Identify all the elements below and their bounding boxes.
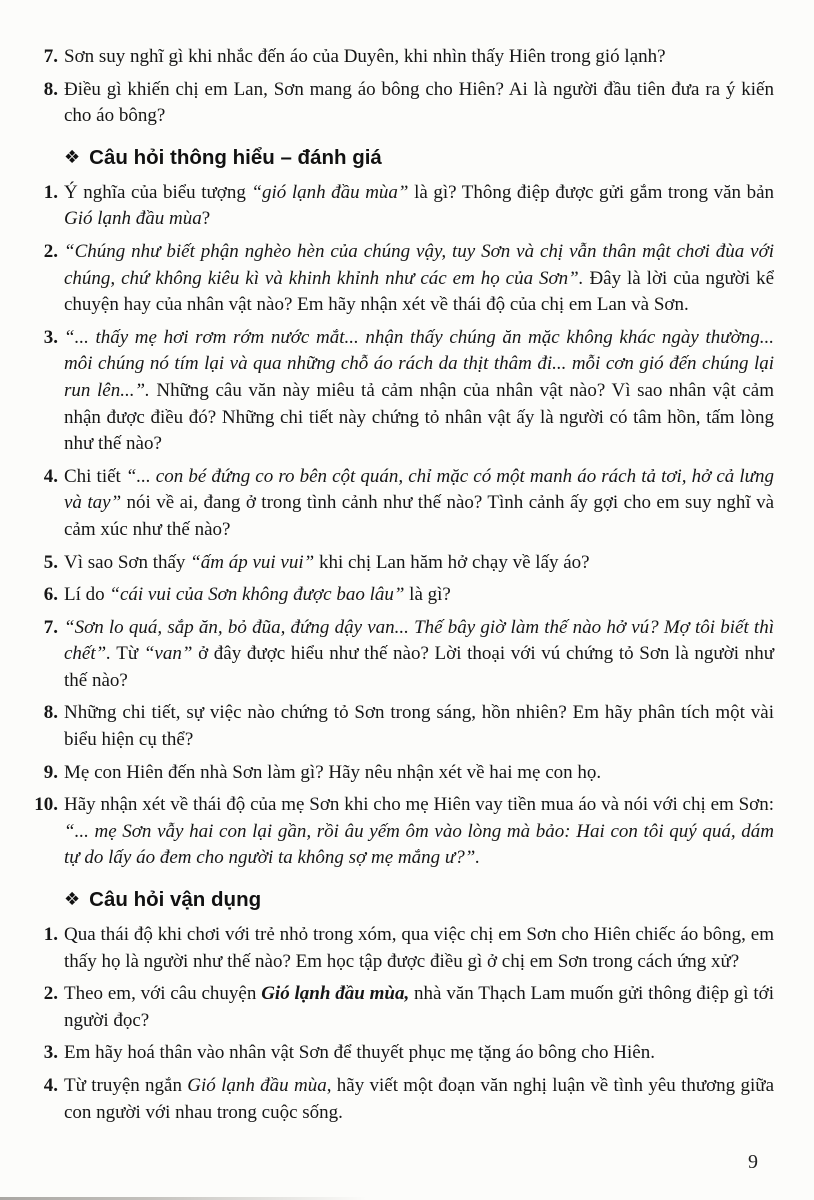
question-number: 4. <box>43 465 58 487</box>
question-item <box>43 239 774 319</box>
question-text <box>64 182 774 230</box>
question-text-segment: là gì? Thông điệp được gửi gắm trong văn bản <box>408 181 775 203</box>
question-text-segment: “van” <box>143 643 193 665</box>
question-text-segment: “... thấy mẹ hơi rơm rớm nước mắt... nhận thấy chúng ăn mặc không khác ngày thường... môi chúng nó tím lại và qua những chỗ áo rách da thịt thâm đi... mỗi cơn gió đến chúng lại run lên...”. <box>64 326 774 401</box>
question-number: 3. <box>43 1042 58 1064</box>
question-number: 6. <box>43 584 58 606</box>
question-text-segment: Sơn suy nghĩ gì khi nhắc đến áo của Duyên, khi nhìn thấy Hiên trong gió lạnh? <box>64 46 666 67</box>
question-text <box>64 794 774 868</box>
question-number: 10. <box>34 794 58 816</box>
question-text-segment: Điều gì khiến chị em Lan, Sơn mang áo bông cho Hiên? Ai là người đầu tiên đưa ra ý kiến cho áo bông? <box>64 78 774 127</box>
question-text-segment: “cái vui của Sơn không được bao lâu” <box>109 584 405 606</box>
question-text <box>64 924 774 972</box>
question-item <box>43 760 774 787</box>
question-text-segment: “ấm áp vui vui” <box>190 551 315 573</box>
section-title: Câu hỏi thông hiểu – đánh giá <box>89 145 382 169</box>
question-item <box>43 615 775 695</box>
question-text <box>64 46 666 67</box>
question-number: 8. <box>43 78 58 100</box>
question-number: 1. <box>43 181 58 203</box>
question-number: 8. <box>43 702 58 724</box>
question-text <box>64 617 774 691</box>
question-text <box>64 702 774 750</box>
section-heading <box>64 888 774 912</box>
question-item <box>43 1040 774 1067</box>
question-text-segment: Hãy nhận xét về thái độ của mẹ Sơn khi cho mẹ Hiên vay tiền mua áo và nói với chị em Sơn: <box>64 794 774 816</box>
question-number: 3. <box>43 326 58 348</box>
question-text <box>64 241 774 315</box>
question-text-segment: nói về ai, đang ở trong tình cảnh như thế nào? Tình cảnh ấy gợi cho em suy nghĩ và cảm xúc như thế nào? <box>64 492 774 540</box>
question-text-segment: Vì sao Sơn thấy <box>64 551 191 573</box>
question-text-segment: “Chúng như biết phận nghèo hèn của chúng vậy, tuy Sơn và chị vẫn thân mật chơi đùa với chúng, chứ không kiêu kì và khinh khỉnh như các em họ của Sơn”. <box>64 240 774 289</box>
question-number: 7. <box>43 616 58 638</box>
section-heading <box>64 146 774 170</box>
question-item <box>43 44 774 71</box>
question-text-segment: Chi tiết <box>64 465 126 487</box>
question-text <box>64 1042 655 1063</box>
question-text-segment: Những chi tiết, sự việc nào chứng tỏ Sơn trong sáng, hồn nhiên? Em hãy phân tích một vài biểu hiện cụ thể? <box>64 702 774 751</box>
section-title: Câu hỏi vận dụng <box>89 888 262 912</box>
question-text <box>64 1075 774 1123</box>
question-text-segment: “gió lạnh đầu mùa” <box>251 181 409 203</box>
question-item <box>43 550 774 577</box>
question-item <box>43 922 774 975</box>
question-item <box>43 582 774 609</box>
question-text-segment: Gió lạnh đầu mùa, <box>261 983 410 1005</box>
question-item <box>43 325 774 458</box>
question-text-segment: “Sơn lo quá, sắp ăn, bỏ đũa, đứng dậy van... Thế bây giờ làm thế nào hở vú? Mợ tôi biết thì chết”. <box>64 616 774 665</box>
question-item <box>43 464 774 544</box>
question-item <box>34 792 774 872</box>
question-text-segment: Qua thái độ khi chơi với trẻ nhỏ trong xóm, qua việc chị em Sơn cho Hiên chiếc áo bông, em thấy họ là người như thế nào? Em học tập được điều gì ở chị em Sơn trong cách ứng xử? <box>64 924 774 972</box>
question-item <box>43 180 775 233</box>
question-number: 2. <box>43 983 58 1005</box>
question-text-segment: Những câu văn này miêu tả cảm nhận của nhân vật nào? Vì sao nhân vật cảm nhận được điều đó? Những chi tiết này chứng tỏ nhân vật ấy là người có tâm hồn, tấm lòng như thế nào? <box>64 379 774 455</box>
question-item <box>43 77 774 130</box>
question-item <box>43 1073 775 1126</box>
question-text-segment: “... con bé đứng co ro bên cột quán, chỉ mặc có một manh áo rách tả tơi, hở cả lưng và tay” <box>64 465 774 514</box>
question-text-segment: Mẹ con Hiên đến nhà Sơn làm gì? Hãy nêu nhận xét về hai mẹ con họ. <box>64 761 602 783</box>
question-number: 7. <box>43 46 58 67</box>
page-number: 9 <box>748 1151 758 1173</box>
question-text-segment: Từ truyện ngắn <box>64 1075 188 1096</box>
question-text <box>64 79 774 127</box>
question-text-segment: Gió lạnh đầu mùa <box>64 208 202 230</box>
question-number: 5. <box>43 551 58 573</box>
question-item <box>43 700 774 753</box>
question-number: 4. <box>43 1075 58 1096</box>
question-text-segment: khi chị Lan hăm hở chạy về lấy áo? <box>314 551 590 573</box>
question-text-segment: Đây là lời của người kể chuyện hay của nhân vật nào? Em hãy nhận xét về thái độ của chị em Lan và Sơn. <box>64 267 774 316</box>
question-text-segment: ? <box>201 208 211 230</box>
question-text-segment: nhà văn Thạch Lam muốn gửi thông điệp gì tới người đọc? <box>64 983 775 1031</box>
question-number: 1. <box>43 924 58 946</box>
question-text-segment: Lí do <box>64 584 110 606</box>
question-text-segment: là gì? <box>404 584 451 606</box>
question-text <box>64 584 451 605</box>
question-text-segment: ở đây được hiểu như thế nào? Lời thoại với vú chứng tỏ Sơn là người như thế nào? <box>64 643 775 691</box>
question-number: 2. <box>43 240 58 262</box>
question-text-segment: Gió lạnh đầu mùa <box>187 1075 327 1096</box>
diamond-bullet-icon: ❖ <box>64 889 81 910</box>
question-text-segment: Theo em, với câu chuyện <box>64 983 262 1005</box>
question-text-segment: “... mẹ Sơn vẫy hai con lại gần, rồi âu yếm ôm vào lòng mà bảo: Hai con tôi quý quá, dám tự do lấy áo đem cho người ta không sợ mẹ mắng ư?”. <box>64 820 774 869</box>
question-text-segment: Em hãy hoá thân vào nhân vật Sơn để thuyết phục mẹ tặng áo bông cho Hiên. <box>64 1042 655 1064</box>
question-text-segment: Ý nghĩa của biểu tượng <box>64 181 252 203</box>
question-text <box>64 466 774 540</box>
question-text-segment: Từ <box>110 643 144 665</box>
question-text <box>64 762 601 783</box>
question-text-segment: , hãy viết một đoạn văn nghị luận về tình yêu thương giữa con người với nhau trong cuộc sống. <box>64 1075 775 1123</box>
question-text <box>64 327 774 454</box>
diamond-bullet-icon: ❖ <box>64 146 81 167</box>
question-text <box>64 983 774 1031</box>
question-text <box>64 552 590 573</box>
question-item <box>43 981 775 1034</box>
question-number: 9. <box>43 761 58 783</box>
